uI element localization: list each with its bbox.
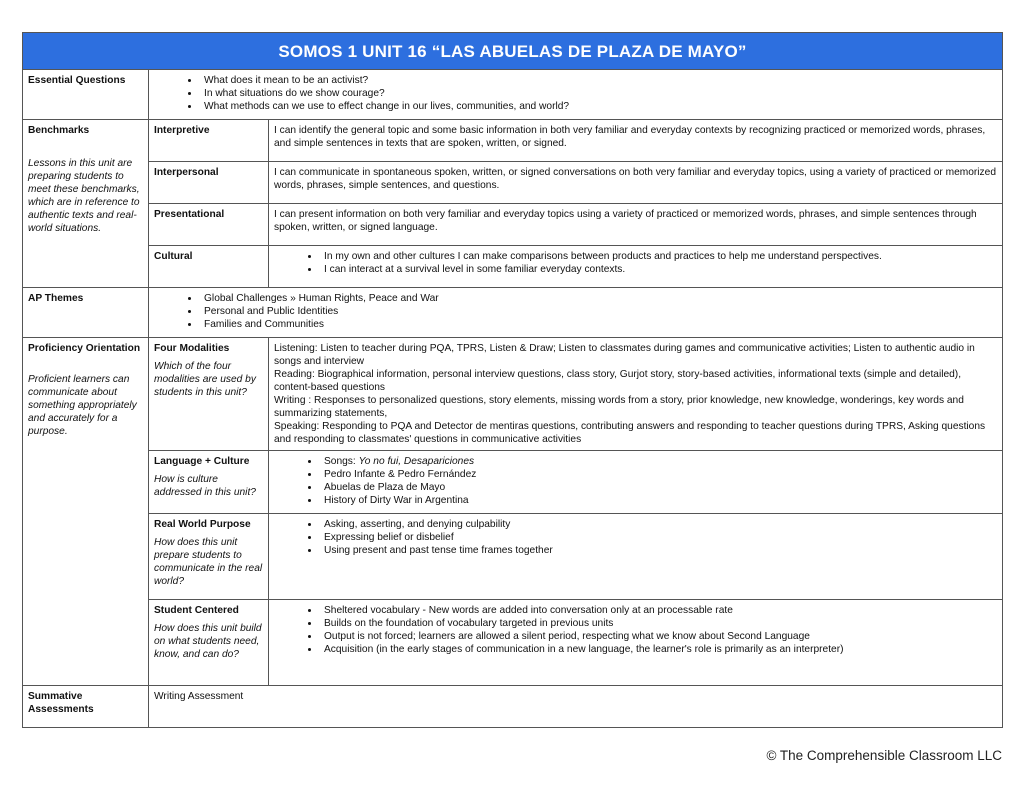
list-item: • In my own and other cultures I can make comparisons between products and practices to help me understand perspectives. xyxy=(320,250,997,263)
cultural-cell xyxy=(269,246,1003,288)
real-world-list-cell xyxy=(269,514,1003,600)
cultural-label: Cultural xyxy=(149,246,269,288)
reading-text: Reading: Biographical information, personal interview questions, class story, Gurjot story, story-based activities, informational texts (simple and detailed), content-based questions xyxy=(274,369,962,393)
language-culture-question: How is culture addressed in this unit? xyxy=(154,474,256,498)
real-world-label: Real World Purpose xyxy=(154,519,251,530)
cultural-list xyxy=(274,250,997,276)
songs-prefix: Songs: xyxy=(324,456,359,467)
proficiency-cell xyxy=(23,338,149,686)
proficiency-label: Proficiency Orientation xyxy=(28,343,141,354)
real-world-list xyxy=(274,518,997,557)
real-world-row xyxy=(23,514,1003,600)
list-item: • Families and Communities xyxy=(200,318,997,331)
student-centered-question: How does this unit build on what students need, know, and can do? xyxy=(154,623,262,660)
student-centered-row xyxy=(23,600,1003,686)
language-culture-list xyxy=(274,455,997,507)
interpretive-text: I can identify the general topic and some basic information in both very familiar and everyday contexts by recognizing practiced or memorized words, phrases, and simple sentences in texts that are spoken, written, or signed. xyxy=(269,120,1003,162)
real-world-question: How does this unit prepare students to communicate in the real world? xyxy=(154,537,263,587)
listening-text: Listening: Listen to teacher during PQA, TPRS, Listen & Draw; Listen to classmates during games and communicative activities; Listen to authentic audio in songs and interview xyxy=(274,343,975,367)
presentational-label: Presentational xyxy=(149,204,269,246)
benchmark-row-cultural xyxy=(23,246,1003,288)
student-centered-list-cell xyxy=(269,600,1003,686)
interpersonal-label: Interpersonal xyxy=(149,162,269,204)
songs-titles: Yo no fui, Desapariciones xyxy=(358,456,475,467)
list-item: • Using present and past tense time frames together xyxy=(320,544,997,557)
ap-themes-label: AP Themes xyxy=(23,288,149,338)
language-culture-row xyxy=(23,451,1003,514)
title-row xyxy=(23,33,1003,70)
essential-questions-row xyxy=(23,70,1003,120)
four-modalities-label: Four Modalities xyxy=(154,343,230,354)
list-item: • Acquisition (in the early stages of communication in a new language, the learner's role is primarily as an interpreter) xyxy=(320,643,997,656)
benchmark-row-presentational xyxy=(23,204,1003,246)
benchmarks-cell xyxy=(23,120,149,288)
speaking-text: Speaking: Responding to PQA and Detector de mentiras questions, contributing answers and responding to teacher questions during TPRS, Asking questions and responding to classmates' questions in communicative activities xyxy=(274,421,986,445)
list-item: • History of Dirty War in Argentina xyxy=(320,494,997,507)
benchmarks-note: Lessons in this unit are preparing students to meet these benchmarks, which are in reference to authentic texts and real-world situations. xyxy=(28,158,140,234)
four-modalities-question: Which of the four modalities are used by students in this unit? xyxy=(154,361,256,398)
real-world-cell xyxy=(149,514,269,600)
list-item: • I can interact at a survival level in some familiar everyday contexts. xyxy=(320,263,997,276)
list-item: • Expressing belief or disbelief xyxy=(320,531,997,544)
benchmark-row-interpersonal xyxy=(23,162,1003,204)
summative-label: Summative Assessments xyxy=(23,686,149,728)
language-culture-label: Language + Culture xyxy=(154,456,250,467)
list-item: • Abuelas de Plaza de Mayo xyxy=(320,481,997,494)
student-centered-list xyxy=(274,604,997,656)
interpretive-label: Interpretive xyxy=(149,120,269,162)
unit-plan-document xyxy=(22,32,1002,728)
list-item: • Pedro Infante & Pedro Fernández xyxy=(320,468,997,481)
list-item: • Sheltered vocabulary - New words are added into conversation only at an processable rate xyxy=(320,604,997,617)
language-culture-cell xyxy=(149,451,269,514)
list-item: • Global Challenges » Human Rights, Peace and War xyxy=(200,292,997,305)
writing-text: Writing : Responses to personalized questions, story elements, missing words from a story, prior knowledge, new knowledge, wonderings, key words and summarizing statements, xyxy=(274,395,964,419)
interpersonal-text: I can communicate in spontaneous spoken, written, or signed conversations on both very familiar and everyday topics, using a variety of practiced or memorized words, phrases, simple sentences, and questions. xyxy=(269,162,1003,204)
list-item: • In what situations do we show courage? xyxy=(200,87,997,100)
list-item: • Personal and Public Identities xyxy=(200,305,997,318)
list-item: • What does it mean to be an activist? xyxy=(200,74,997,87)
summative-row xyxy=(23,686,1003,728)
student-centered-label: Student Centered xyxy=(154,605,239,616)
list-item xyxy=(320,455,997,468)
unit-plan-table xyxy=(22,32,1003,728)
list-item: • Builds on the foundation of vocabulary targeted in previous units xyxy=(320,617,997,630)
language-culture-list-cell xyxy=(269,451,1003,514)
list-item: • What methods can we use to effect change in our lives, communities, and world? xyxy=(200,100,997,113)
summative-text: Writing Assessment xyxy=(149,686,1003,728)
presentational-text: I can present information on both very familiar and everyday topics using a variety of practiced or memorized words, phrases, and simple sentences through spoken, written, or signed language. xyxy=(269,204,1003,246)
benchmarks-label: Benchmarks xyxy=(28,125,90,136)
four-modalities-row xyxy=(23,338,1003,451)
list-item: • Asking, asserting, and denying culpability xyxy=(320,518,997,531)
document-title: SOMOS 1 UNIT 16 “LAS ABUELAS DE PLAZA DE MAYO” xyxy=(23,33,1003,70)
list-item: • Output is not forced; learners are allowed a silent period, respecting what we know about Second Language xyxy=(320,630,997,643)
proficiency-note: Proficient learners can communicate about something appropriately and accurately for a purpose. xyxy=(28,374,137,437)
four-modalities-cell xyxy=(149,338,269,451)
essential-questions-label: Essential Questions xyxy=(23,70,149,120)
ap-themes-row xyxy=(23,288,1003,338)
ap-themes-list xyxy=(154,292,997,331)
copyright-footer: © The Comprehensible Classroom LLC xyxy=(766,748,1002,763)
four-modalities-text xyxy=(269,338,1003,451)
ap-themes-cell xyxy=(149,288,1003,338)
essential-questions-list xyxy=(154,74,997,113)
benchmark-row-interpretive xyxy=(23,120,1003,162)
essential-questions-cell xyxy=(149,70,1003,120)
student-centered-cell xyxy=(149,600,269,686)
